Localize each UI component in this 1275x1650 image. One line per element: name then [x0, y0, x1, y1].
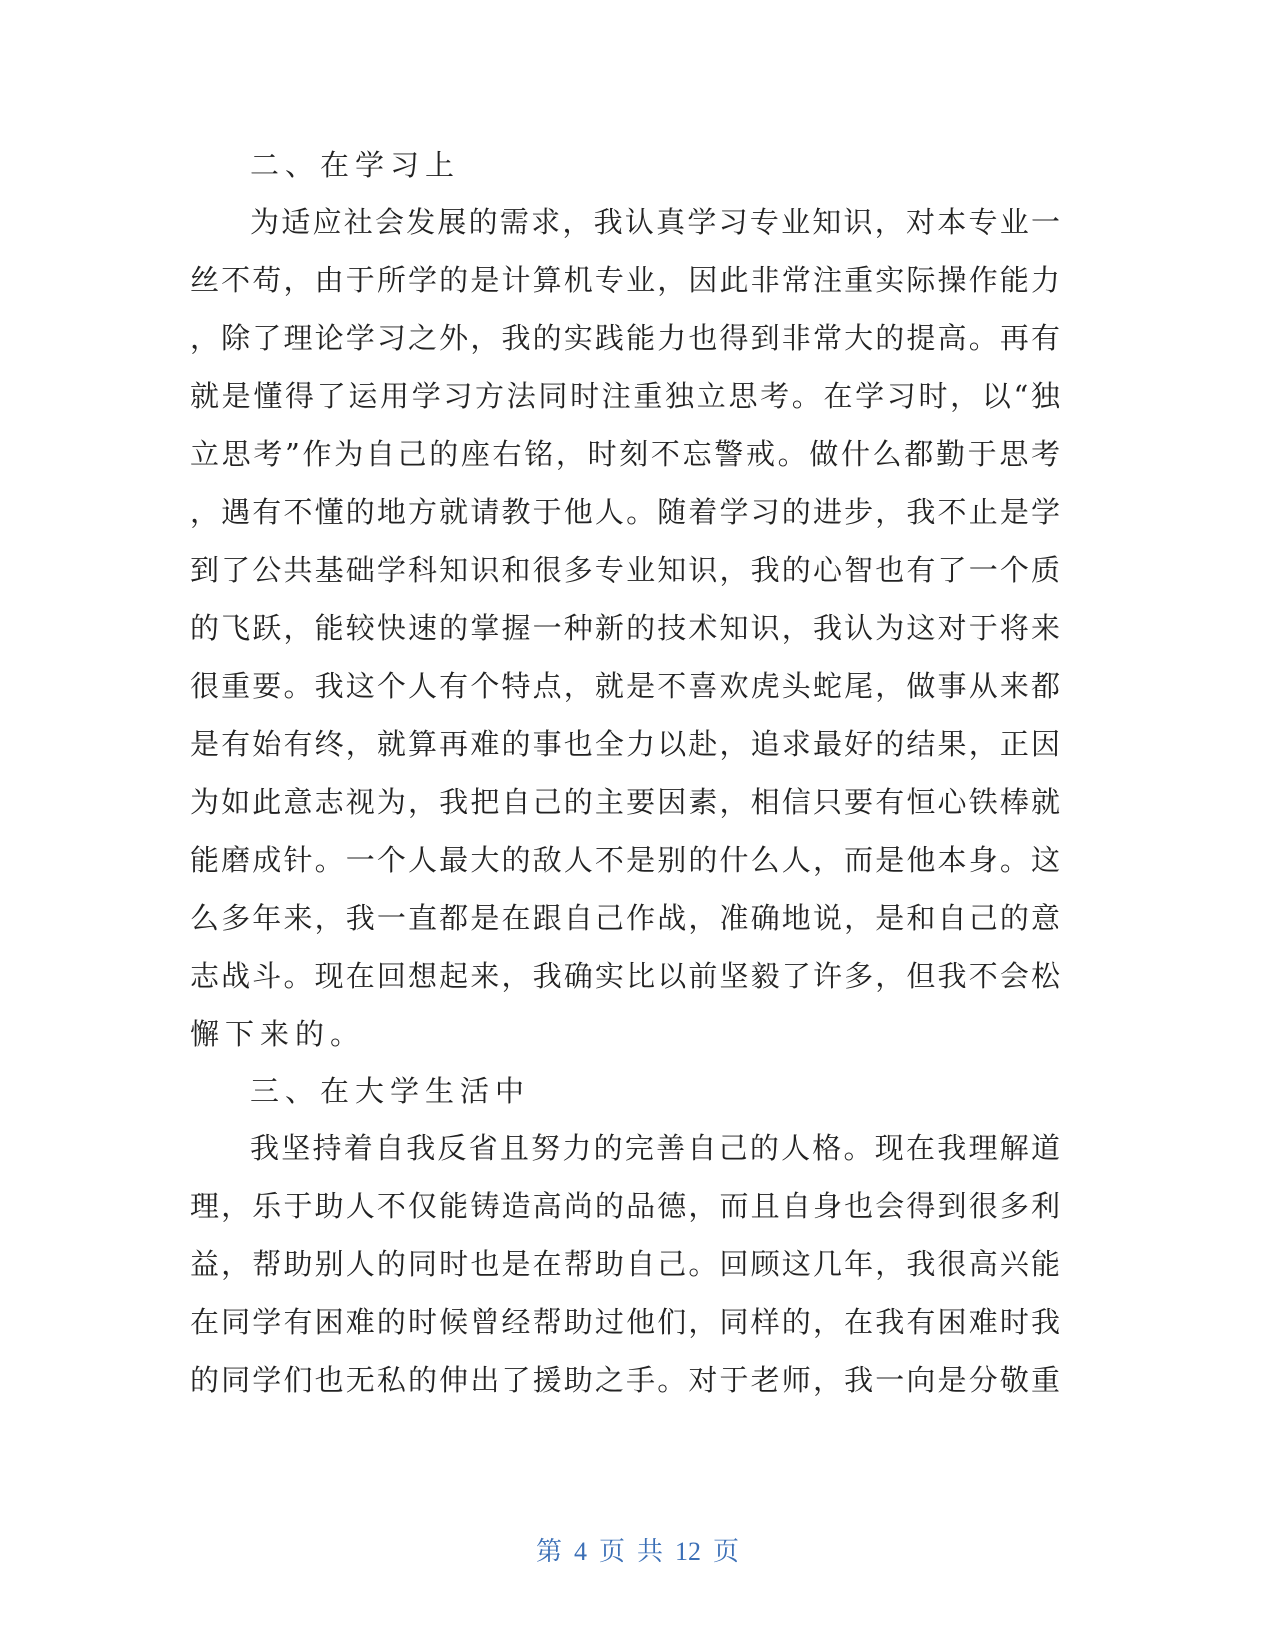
current-page-number: 4: [573, 1537, 587, 1566]
section-heading: 三、在大学生活中: [250, 1074, 531, 1108]
paragraph-line: 么多年来，我一直都是在跟自己作战，准确地说，是和自己的意: [190, 901, 1060, 935]
paragraph-line: 我坚持着自我反省且努力的完善自己的人格。现在我理解道: [250, 1131, 1060, 1165]
paragraph-line: 的同学们也无私的伸出了援助之手。对于老师，我一向是分敬重: [190, 1363, 1060, 1397]
footer-page-label: 页: [598, 1537, 625, 1566]
paragraph-line: ，遇有不懂的地方就请教于他人。随着学习的进步，我不止是学: [190, 495, 1060, 529]
paragraph-line: 志战斗。现在回想起来，我确实比以前坚毅了许多，但我不会松: [190, 959, 1060, 993]
paragraph-line: 能磨成针。一个人最大的敌人不是别的什么人，而是他本身。这: [190, 843, 1060, 877]
paragraph-line: 是有始有终，就算再难的事也全力以赴，追求最好的结果，正因: [190, 727, 1060, 761]
page-footer: [0, 1536, 1275, 1568]
paragraph-line: 到了公共基础学科知识和很多专业知识，我的心智也有了一个质: [190, 553, 1060, 587]
paragraph-line: 很重要。我这个人有个特点，就是不喜欢虎头蛇尾，做事从来都: [190, 669, 1060, 703]
paragraph-line: 为如此意志视为，我把自己的主要因素，相信只要有恒心铁棒就: [190, 785, 1060, 819]
paragraph-line: ，除了理论学习之外，我的实践能力也得到非常大的提高。再有: [190, 321, 1060, 355]
paragraph-line: 就是懂得了运用学习方法同时注重独立思考。在学习时，以“独: [190, 379, 1060, 413]
paragraph-line: 丝不苟，由于所学的是计算机专业，因此非常注重实际操作能力: [190, 263, 1060, 297]
paragraph-line: 益，帮助别人的同时也是在帮助自己。回顾这几年，我很高兴能: [190, 1247, 1060, 1281]
section-heading: 二、在学习上: [250, 148, 461, 182]
footer-total-label: 共: [637, 1537, 664, 1566]
paragraph-line: 立思考”作为自己的座右铭，时刻不忘警戒。做什么都勤于思考: [190, 437, 1060, 471]
paragraph-line: 懈下来的。: [190, 1017, 366, 1051]
paragraph-line: 在同学有困难的时候曾经帮助过他们，同样的，在我有困难时我: [190, 1305, 1060, 1339]
paragraph-line: 的飞跃，能较快速的掌握一种新的技术知识，我认为这对于将来: [190, 611, 1060, 645]
paragraph-line: 理，乐于助人不仅能铸造高尚的品德，而且自身也会得到很多利: [190, 1189, 1060, 1223]
footer-suffix: 页: [713, 1537, 740, 1566]
footer-prefix: 第: [535, 1537, 562, 1566]
paragraph-line: 为适应社会发展的需求，我认真学习专业知识，对本专业一: [250, 205, 1060, 239]
total-page-number: 12: [675, 1537, 702, 1566]
